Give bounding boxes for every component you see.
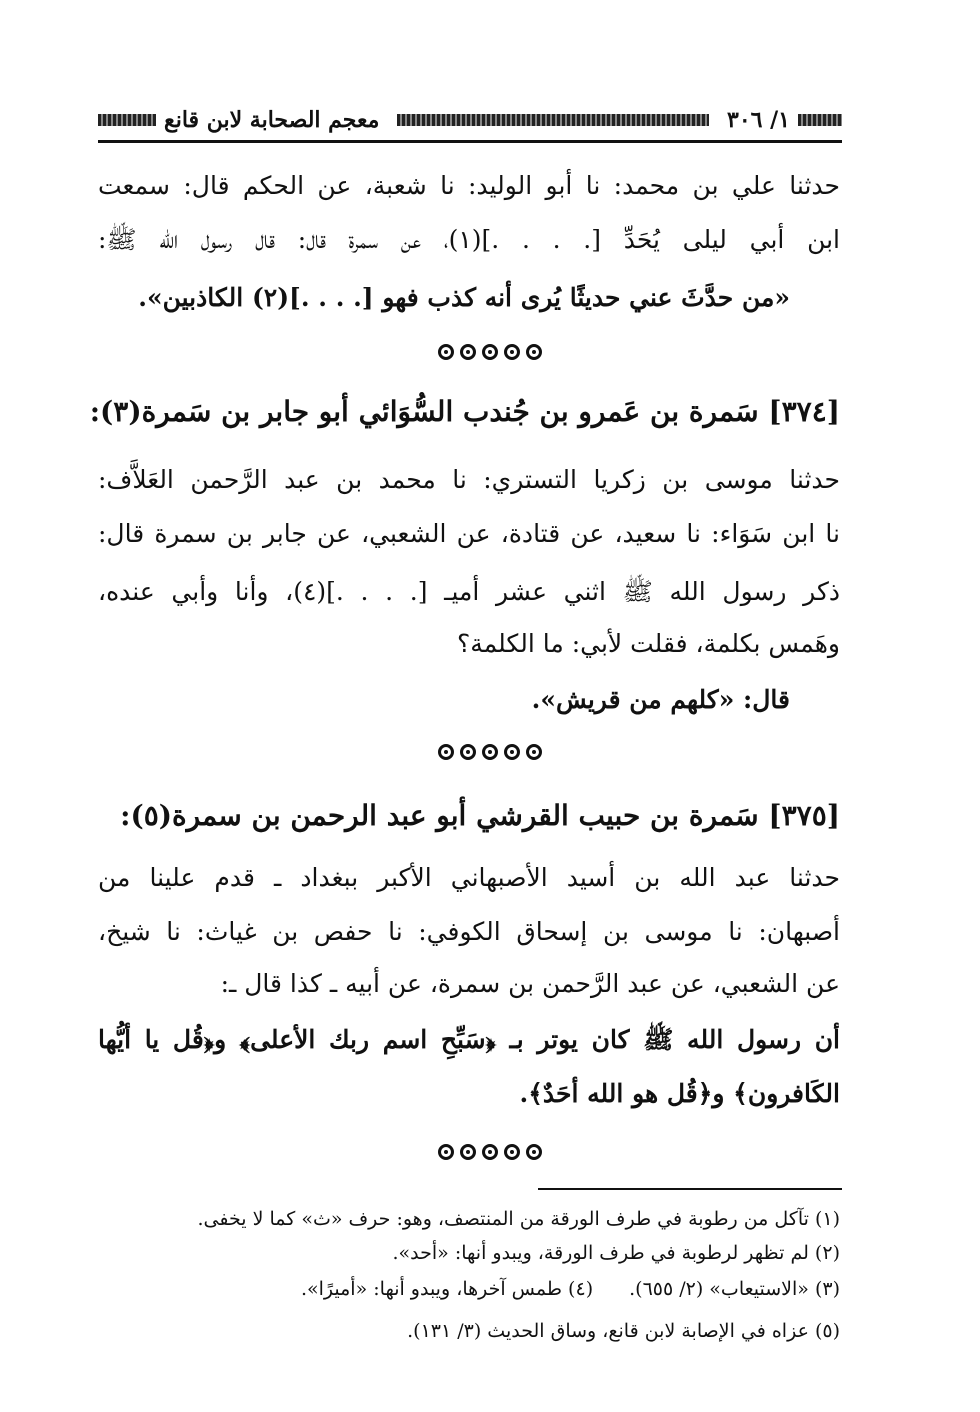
text-line: أصبهان: نا موسى بن إسحاق الكوفي: نا حفص بن غياث: نا شيخ، bbox=[98, 917, 840, 946]
running-header bbox=[98, 103, 842, 137]
text-line: حدثنا موسى بن زكريا التستري: نا محمد بن عبد الرَّحمن العَلاَّف: bbox=[98, 465, 840, 494]
section-separator bbox=[0, 744, 980, 765]
hadith-quote: الكَافرون﴾ و﴿قُل هو الله أحَدٌ﴾. bbox=[519, 1079, 840, 1108]
text-line: وهَمس بكلمة، فقلت لأبي: ما الكلمة؟ bbox=[457, 629, 840, 658]
book-title: معجم الصحابة لابن قانع bbox=[164, 107, 380, 133]
footnote-4: (٤) طمس آخرها، ويبدو أنها: «أميرًا». bbox=[300, 1278, 594, 1300]
footnote-3: (٣) «الاستيعاب» (٢/ ٦٥٥). bbox=[629, 1278, 840, 1300]
footnote-5: (٥) عزاه في الإصابة لابن قانع، وساق الحديث (٣/ ١٣١). bbox=[407, 1320, 840, 1342]
hadith-quote: قال: «كلهم من قريش». bbox=[531, 685, 790, 714]
header-rule bbox=[98, 140, 842, 143]
text-line: ذكر رسول الله ﷺ اثني عشر أميـ [. . . .](٤)، وأنا وأبي عنده، bbox=[98, 577, 840, 606]
footnote-2: (٢) لم تظهر لرطوبة في طرف الورقة، ويبدو أنها: «أحد». bbox=[392, 1242, 840, 1264]
section-separator bbox=[0, 1144, 980, 1165]
header-ornament-middle bbox=[397, 114, 709, 126]
section-separator bbox=[0, 344, 980, 365]
footnote-rule bbox=[538, 1188, 842, 1190]
footnote-row bbox=[98, 1274, 840, 1304]
footnote-1: (١) تآكل من رطوبة في طرف الورقة من المنتصف، وهو: حرف «ث» كما لا يخفى. bbox=[197, 1208, 840, 1230]
entry-title-374: [٣٧٤] سَمرة بن عَمرو بن جُندب السُّوَائي أبو جابر بن سَمرة(٣): bbox=[89, 395, 840, 428]
text-line: نا ابن سَوَاء: نا سعيد، عن قتادة، عن الشعبي، عن جابر بن سمرة قال: bbox=[98, 519, 840, 548]
text-line: حدثنا عبد الله بن أسيد الأصبهاني الأكبر ببغداد ـ قدم علينا من bbox=[98, 863, 840, 892]
text-line: ابن أبي ليلى يُحَدِّ [. . . .](١)، عن سمرة قال: قال رسول الله ﷺ: bbox=[98, 225, 841, 254]
page-number: ١/ ٣٠٦ bbox=[727, 107, 790, 133]
entry-title-375: [٣٧٥] سَمرة بن حبيب القرشي أبو عبد الرحمن بن سمرة(٥): bbox=[120, 799, 840, 832]
hadith-quote: أن رسول الله ﷺ كان يوتر بـ ﴿سَبِّحِ اسم ربك الأعلى﴾ و﴿قُل يا أيُّها bbox=[98, 1025, 840, 1054]
header-ornament-left bbox=[98, 114, 156, 126]
header-ornament-right bbox=[798, 114, 842, 126]
text-line: عن الشعبي، عن عبد الرَّحمن بن سمرة، عن أبيه ـ كذا قال ـ: bbox=[220, 969, 840, 998]
text-line: حدثنا علي بن محمد: نا أبو الوليد: نا شعبة، عن الحكم قال: سمعت bbox=[98, 171, 840, 200]
hadith-quote: «من حدَّثَ عني حديثًا يُرى أنه كذب فهو [. . . .](٢) الكاذبين». bbox=[138, 283, 790, 312]
